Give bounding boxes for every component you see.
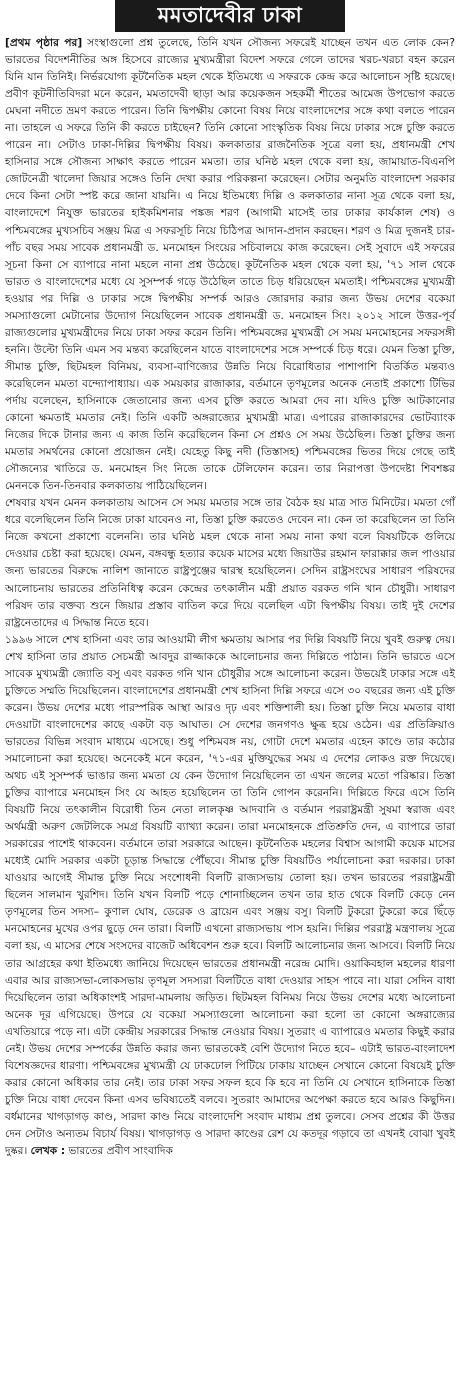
headline-bar xyxy=(115,0,345,32)
paragraph-3 xyxy=(5,632,455,1160)
paragraph-1-text: সংস্থাগুলো প্রশ্ন তুলেছে, তিনি যখন সৌজন্য সফরেই যাচ্ছেন তখন এত লোক কেন? ভারতের বিদেশনীতির অঙ্গ হিসেবে রাজ্যের মুখ্যমন্ত্রীরা বিদেশ সফরে গেলে তাদের খরচ-খরচা বহন করেন যিনি যান তিনিই। নির্ভরযোগ্য কূটনৈতিক মহল থেকে ইতিমধ্যে এ সফরকে কেন্দ্র করে আলোচন সৃষ্টি হয়েছে। প্রবীণ কূটনীতিবিদরা মনে করেন, মমতাদেবী ছাড়া আর কয়েকজন সহকর্মী শীতের আমেজ উপভোগ করতে মেঘনা নদীতে ভ্রমণ করতে পারেন। তিনি দ্বিপক্ষীয় কোনো বিষয় নিয়ে বাংলাদেশের সঙ্গে কথা বলতে পারেন না। তাহলে এ সফরে তিনি কী করতে চাইছেন? তিনি কোনো সাংস্কৃতিক বিষয় নিয়ে ঢাকার সঙ্গে চুক্তি করতে পারেন না। সেটাও ঢাকা-দিল্লির দ্বিপক্ষীয় বিষয়। কলকাতার রাজনৈতিক সূত্রে বলা হয়, প্রধানমন্ত্রী শেখ হাসিনার সঙ্গে সৌজন্য সাক্ষাৎ করতে পারেন মমতা। তার ঘনিষ্ঠ মহল থেকে বলা হয়, জামায়াত-বিএনপি জোটনেত্রী খালেদা জিয়ার সঙ্গেও তিনি দেখা করার পরিকল্পনা করেছেন। সেটার অনুমতি বাংলাদেশ সরকার দেবে কিনা সেটা স্পষ্ট করে জানা যায়নি। এ নিয়ে ইতিমধ্যে দিল্লি ও কলকাতার নানা সূত্র থেকে বলা হয়, বাংলাদেশে নিযুক্ত ভারতের হাইকমিশনার পঙ্কজ শরণ (আগামী মাসেই তার ঢাকার কার্যকাল শেষ) ও পশ্চিমবঙ্গের মুখ্যসচিব সঞ্জয় মিত্র এ সফরসূচি নিয়ে চিঠিপত্র আদান-প্রদান করছেন। শরণ ও মিত্র দুজনই চার-পাঁচ বছর সময় সাবেক প্রধানমন্ত্রী ড. মনমোহন সিংয়ের সচিবালয়ে কাজ করেছেন। সেই সুবাদে এই সফরের সূচনা কিনা সে ব্যাপারে নানা মহলে নানা প্রশ্ন উঠেছে। কূটনৈতিক মহল থেকে বলা হয়, '৭১ সাল থেকে ভারত ও বাংলাদেশের মধ্যে যে সুসম্পর্ক গড়ে উঠেছিল তাতে চিড় ধরিয়েছেন মমতাই। পশ্চিমবঙ্গের মুখ্যমন্ত্রী হওয়ার পর দিল্লি ও ঢাকার সঙ্গে দ্বিপক্ষীয় সম্পর্ক আরও জোরদার করার জন্য উভয় দেশের বকেয়া সমস্যাগুলো মেটানোর উদ্যোগ নিয়েছিলেন সাবেক প্রধানমন্ত্রী ড. মনমোহন সিং। ২০১২ সালে উত্তর-পূর্ব রাজ্যগুলোর মুখ্যমন্ত্রীদের নিয়ে ঢাকা সফর করেন তিনি। পশ্চিমবঙ্গের মুখ্যমন্ত্রী সে সময় মনমোহনের সফরসঙ্গী হননি। উল্টো তিনি এমন সব মন্তব্য করেছিলেন যাতে বাংলাদেশের সঙ্গে সম্পর্কে চিড় ধরে। যেমন তিস্তা চুক্তি, সীমান্ত চুক্তি, ছিটমহল বিনিময়, ব্যবসা-বাণিজ্যের উন্নতি নিয়ে বিরোধিতার পাশাপাশি বিতর্কিত মন্তব্যও করেছিলেন মমতা বন্দ্যোপাধ্যায়। এক সময়কার রাজাকার, বর্তমানে তৃণমূলের অনেক নেতাই প্রকাশ্যে টিভির পর্দায় বলেছেন, হাসিনাকে জেতানোর জন্য এসব চুক্তি করতে আমরা দেব না। যদিও চুক্তি আটকানোর কোনো ক্ষমতাই মমতার নেই। তিনি একটি অঙ্গরাজ্যের মুখ্যমন্ত্রী মাত্র। এপারের রাজাকারদের ভোটব্যাংক নিজের দিকে টানার জন্য এ কাজ তিনি করেছিলেন কিনা সে প্রশ্নও সে সময় উঠেছিল। তিস্তা চুক্তির জন্য মমতার সমর্থনের কোনো প্রয়োজন নেই। যেহেতু কিছু নদী (তিস্তাসহ) পশ্চিমবঙ্গের ভিতর দিয়ে গেছে তাই সৌজন্যের খাতিরে ড. মনমোহন সিং নিজে তাকে টেলিফোন করেন। তার নিরাপত্তা উপদেষ্টা শিবশঙ্কর মেননকে তিন-তিনবার কলকাতায় পাঠিয়েছিলেন। xyxy=(5,37,455,493)
headline: মমতাদেবীর ঢাকা xyxy=(157,1,303,27)
paragraph-2: শেষবার যখন মেনন কলকাতায় আসেন সে সময় মমতার সঙ্গে তার বৈঠক হয় মাত্র সাত মিনিটের। মমতা গোঁ ধরে বলেছিলেন তিনি নিজে ঢাকা যাবেনও না, তিস্তা চুক্তি করতেও দেবেন না। কেন তা করেছিলেন তা তিনি নিজে কখনো প্রকাশ্যে বলেননি। তার ঘনিষ্ঠ মহল থেকে নানা সময় নানা কথা বলে বিষয়টিকে গুলিয়ে দেওয়ার চেষ্টা করা হয়েছে। যেমন, বঙ্গবন্ধু হত্যার কয়েক মাসের মধ্যে জিয়াউর রহমান ফারাক্কার জল পাওয়ার জন্য ভারতের বিরুদ্ধে নালিশ জানাতে রাষ্ট্রপুঞ্জের দ্বারস্থ হয়েছিলেন। সেদিন রাষ্ট্রসংঘের সাধারণ পরিষদের আলোচনায় ভারতের প্রতিনিধিত্ব করেন কেন্দ্রের তৎকালীন মন্ত্রী প্রয়াত বরকত গনি খান চৌধুরী। সাধারণ পরিষদ তার বক্তব্য শুনে জিয়ার প্রস্তাব বাতিল করে দিয়ে বলেছিল এটা দ্বিপক্ষীয় বিষয়। তাই দুই দেশের রাষ্ট্রনেতাদের এ সিদ্ধান্ত নিতে হবে। xyxy=(5,497,455,629)
continuation-label: [প্রথম পৃষ্ঠার পর] xyxy=(5,37,83,49)
byline-label: লেখক : xyxy=(30,1145,66,1158)
paragraph-3-text: ১৯৯৬ সালে শেখ হাসিনা এবং তার আওয়ামী লীগ ক্ষমতায় আসার পর দিল্লি বিষয়টি নিয়ে খুবই গুরুত্ব দেয়। শেখ হাসিনা তার প্রয়াত সেচমন্ত্রী আবদুর রাজ্জাককে আলোচনার জন্য দিল্লিতে পাঠান। তিনি ভারতে এসে সাবেক মুখ্যমন্ত্রী জ্যোতি বসু এবং বরকত গনি খান চৌধুরীর সঙ্গে আলোচনা করেন। উভয়েই ঢাকার সঙ্গে এই চুক্তিতে সম্মতি দিয়েছিলেন। বাংলাদেশের প্রধানমন্ত্রী শেখ হাসিনা দিল্লি সফরে এসে ৩০ বছরের জন্য এই চুক্তি করেন। উভয় দেশের মধ্যে পারস্পরিক আস্থা আরও দৃঢ় এবং শক্তিশালী হয়। তিস্তা চুক্তি নিয়ে মমতার বাধা দেওয়াটা বাংলাদেশের কাছে একটা বড় আঘাত। সে দেশের জনগণও ক্ষুব্ধ হয়ে ওঠেন। এর প্রতিক্রিয়াও ভারতের বিভিন্ন সংবাদ মাধ্যমে এসেছে। শুধু পশ্চিমবঙ্গ নয়, গোটা দেশে মমতার এহেন কাণ্ডে তার কঠোর সমালোচনা করা হয়েছে। অনেকেই মনে করেন, '৭১-এর মুক্তিযুদ্ধের সময় এ দেশের লোকও রক্ত দিয়েছে। অথচ এই সুসম্পর্ক ভাঙার জন্য মমতা যে কেন উদ্যোগ নিয়েছিলেন তা এখন জলের মতো পরিষ্কার। তিস্তা চুক্তির ব্যাপারে মনমোহন সিং যে আহত হয়েছিলেন তা তিনি গোপন করেননি। দিল্লিতে ফিরে এসে তিনি বিষয়টি নিয়ে তৎকালীন বিরোধী তিন নেতা লালকৃষ্ণ আদবানি ও বর্তমান পররাষ্ট্রমন্ত্রী সুষমা স্বরাজ এবং অর্থমন্ত্রী অরুণ জেটলিকে সমগ্র বিষয়টি ব্যাখ্যা করেন। তারা মনমোহনকে প্রতিশ্রুতি দেন, এ ব্যাপারে তারা সরকারের পাশেই থাকবেন। বর্তমানে তারা সরকারে আছেন। কূটনৈতিক মহলের বিশ্বাস আগামী কয়েক মাসের মধ্যেই মোদি সরকার একটা চূড়ান্ত সিদ্ধান্তে পৌঁছবে। সীমান্ত চুক্তি বিষয়টিও পর্যালোচনা করা দরকার। ঢাকা যাওয়ার আগেই সীমান্ত চুক্তি নিয়ে সংশোধনী বিলটি রাজ্যসভায় তোলা হয়। তখন ভারতের পররাষ্ট্রমন্ত্রী ছিলেন সালমান খুরশিদ। তিনি যখন বিলটি পড়ে শোনাচ্ছিলেন তখন তার হাত থেকে বিলটি কেড়ে নেন তৃণমূলের তিন সদস্য– কুণাল ঘোষ, ডেরেক ও ব্রায়েন এবং সঞ্জয় বসু। বিলটি টুকরো টুকরো করে ছিঁড়ে মনমোহনের মুখের ওপর ছুড়ে দেন তারা। বিলটি এখনো রাজ্যসভায় পাস হয়নি। দিল্লির পররাষ্ট্র মন্ত্রণালয় সূত্রে বলা হয়, এ মাসের শেষে সংসদের বাজেট অধিবেশন শুরু হবে। বিলটি আলোচনার জন্য আসবে। বিলটি নিয়ে তার আগ্রহের কথা ইতিমধ্যে জানিয়ে দিয়েছেন ভারতের প্রধানমন্ত্রী নরেন্দ্র মোদি। ওয়াকিবহাল মহলের ধারণা এবার আর রাজ্যসভা-লোকসভায় তৃণমূল সদস্যরা বিলটিতে বাধা দেওয়ার সাহস পাবে না। যারা সেদিন বাধা দিয়েছিলেন তারা অধিকাংশই সারদা-মামলায় জড়িত। ছিটমহল বিনিময় নিয়ে উভয় দেশের মধ্যে আলোচনা অনেক দূর এগিয়েছে। উপরে যে বকেয়া সমস্যাগুলো আলোচনা করা হলো তা কোনো অঙ্গরাজ্যের এখতিয়ারে পড়ে না। এটা কেন্দ্রীয় সরকারের সিদ্ধান্ত নেওয়ার বিষয়। সুতরাং এ ব্যাপারেও মমতার কিছুই করার নেই। উভয় দেশের সম্পর্কের উন্নতি করার জন্য ভারতকেই বেশি উদ্যোগ নিতে হবে– এটাই ভারত-বাংলাদেশ বিশেষজ্ঞদের ধারণা। পশ্চিমবঙ্গের মুখ্যমন্ত্রী যে ঢাকঢোল পিটিয়ে ঢাকায় যাচ্ছেন সেখানে কোনো বিষয়েই চুক্তি করার কোনো অধিকার তার নেই। তার ঢাকা সফর সফল হবে কি হবে না তিনি যে সেখানে হাসিনাকে তিস্তা চুক্তি নিয়ে বাধা দেবেন কিনা এসব ভবিষ্যতেই বলবে। সুতরাং আমাদের অপেক্ষা করতে হবে আরও কিছুদিন। বর্ধমানের খাগড়াগড় কাণ্ড, সারদা কাণ্ড নিয়ে বাংলাদেশি সংবাদ মাধ্যম প্রশ্ন তুলবে। সেসব প্রশ্নের কী উত্তর দেন সেটাও অন্যতম বিচার্য বিষয়। খাগড়াগড় ও সারদা কাণ্ডের রেশ যে কতদূর গড়াবে তা এখনই বোঝা খুবই দুষ্কর। xyxy=(5,633,455,1158)
byline-text: ভারতের প্রবীণ সাংবাদিক xyxy=(65,1145,173,1158)
article-body xyxy=(5,35,455,1160)
paragraph-1 xyxy=(5,35,455,495)
